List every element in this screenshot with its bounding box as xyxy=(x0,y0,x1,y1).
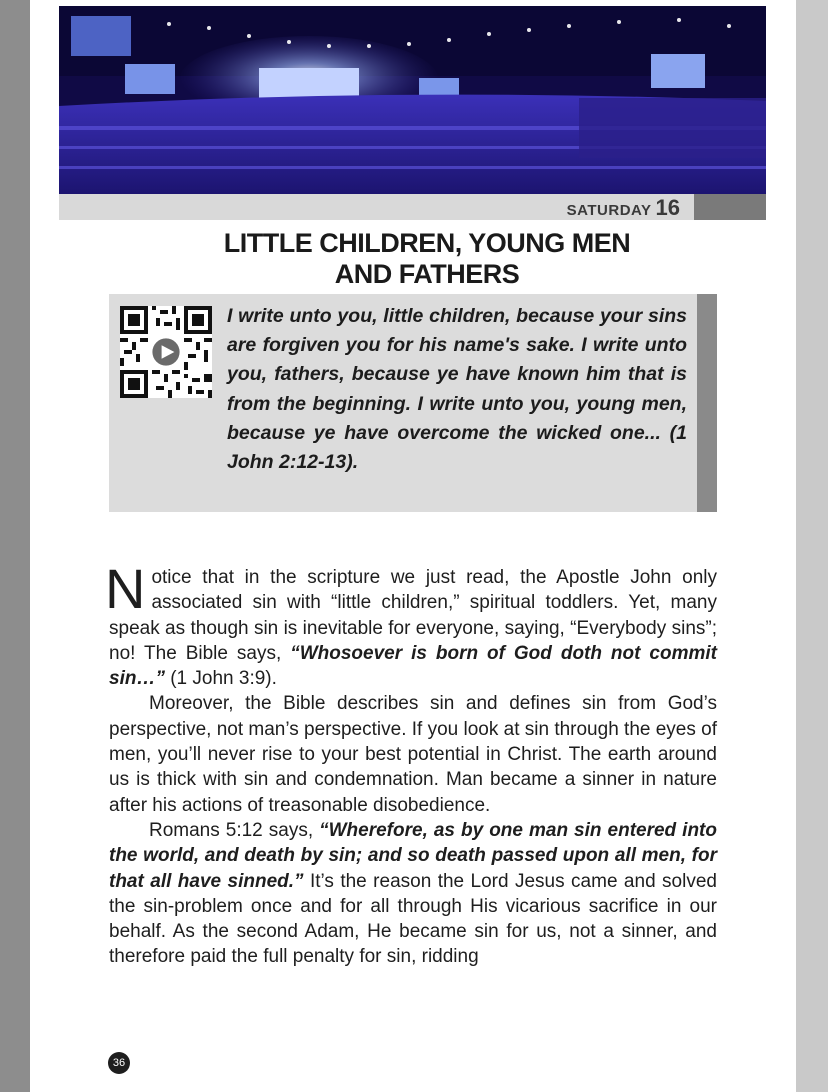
devotional-body xyxy=(105,557,717,970)
header-photo xyxy=(59,6,766,194)
body-paragraph-1 xyxy=(105,557,717,691)
qr-code-icon[interactable] xyxy=(120,306,212,398)
p3-emphasis: “Wherefore, as by one man sin entered into the world, and death by sin; and so death passed upon all men, for that all have sinned.” xyxy=(109,819,717,892)
page-title xyxy=(60,228,794,290)
p3-text-a: Romans 5:12 says, xyxy=(149,819,320,841)
body-paragraph-3 xyxy=(109,818,717,970)
date-label xyxy=(567,195,680,221)
drop-cap: N xyxy=(105,557,146,620)
day-number: 16 xyxy=(655,195,680,220)
scripture-quote-text: I write unto you, little children, because your sins are forgiven you for his name's sake. I write unto you, fathers, because ye have known him that is from the beginning. I write unto you, young men, because ye have overcome the wicked one... (1 John 2:12-13). xyxy=(227,305,687,474)
title-line-2: AND FATHERS xyxy=(334,259,520,289)
quote-accent-bar xyxy=(697,294,717,512)
p1-text-a: otice that in the scripture we just read, the Apostle John only associated sin with “little children,” spiritual toddlers. Yet, many speak as though sin is inevitable for everyone, saying, “Everybody sins”; no! The Bible says, xyxy=(109,567,717,664)
day-of-week: SATURDAY xyxy=(566,202,652,219)
p3-text-b: It’s the reason the Lord Jesus came and solved the sin-problem once and for all through His vicarious sacrifice in our behalf. As the second Adam, He became sin for us, not a sinner, and therefore paid the full penalty for sin, ridding xyxy=(109,870,717,968)
page-gutter xyxy=(796,0,828,1092)
date-bar-accent xyxy=(694,194,766,220)
date-bar xyxy=(59,194,694,220)
body-paragraph-2: Moreover, the Bible describes sin and defines sin from God’s perspective, not man’s perspective. If you look at sin through the eyes of men, you’ll never rise to your best potential in Christ. The earth around us is thick with sin and condemnation. Man became a sinner in nature after his actions of treasonable disobedience. xyxy=(109,693,717,816)
title-line-1: LITTLE CHILDREN, YOUNG MEN xyxy=(223,228,631,258)
page-number: 36 xyxy=(108,1052,130,1074)
p1-emphasis: “Whosoever is born of God doth not commit sin…” xyxy=(109,642,717,690)
p1-text-b: (1 John 3:9). xyxy=(164,668,277,690)
